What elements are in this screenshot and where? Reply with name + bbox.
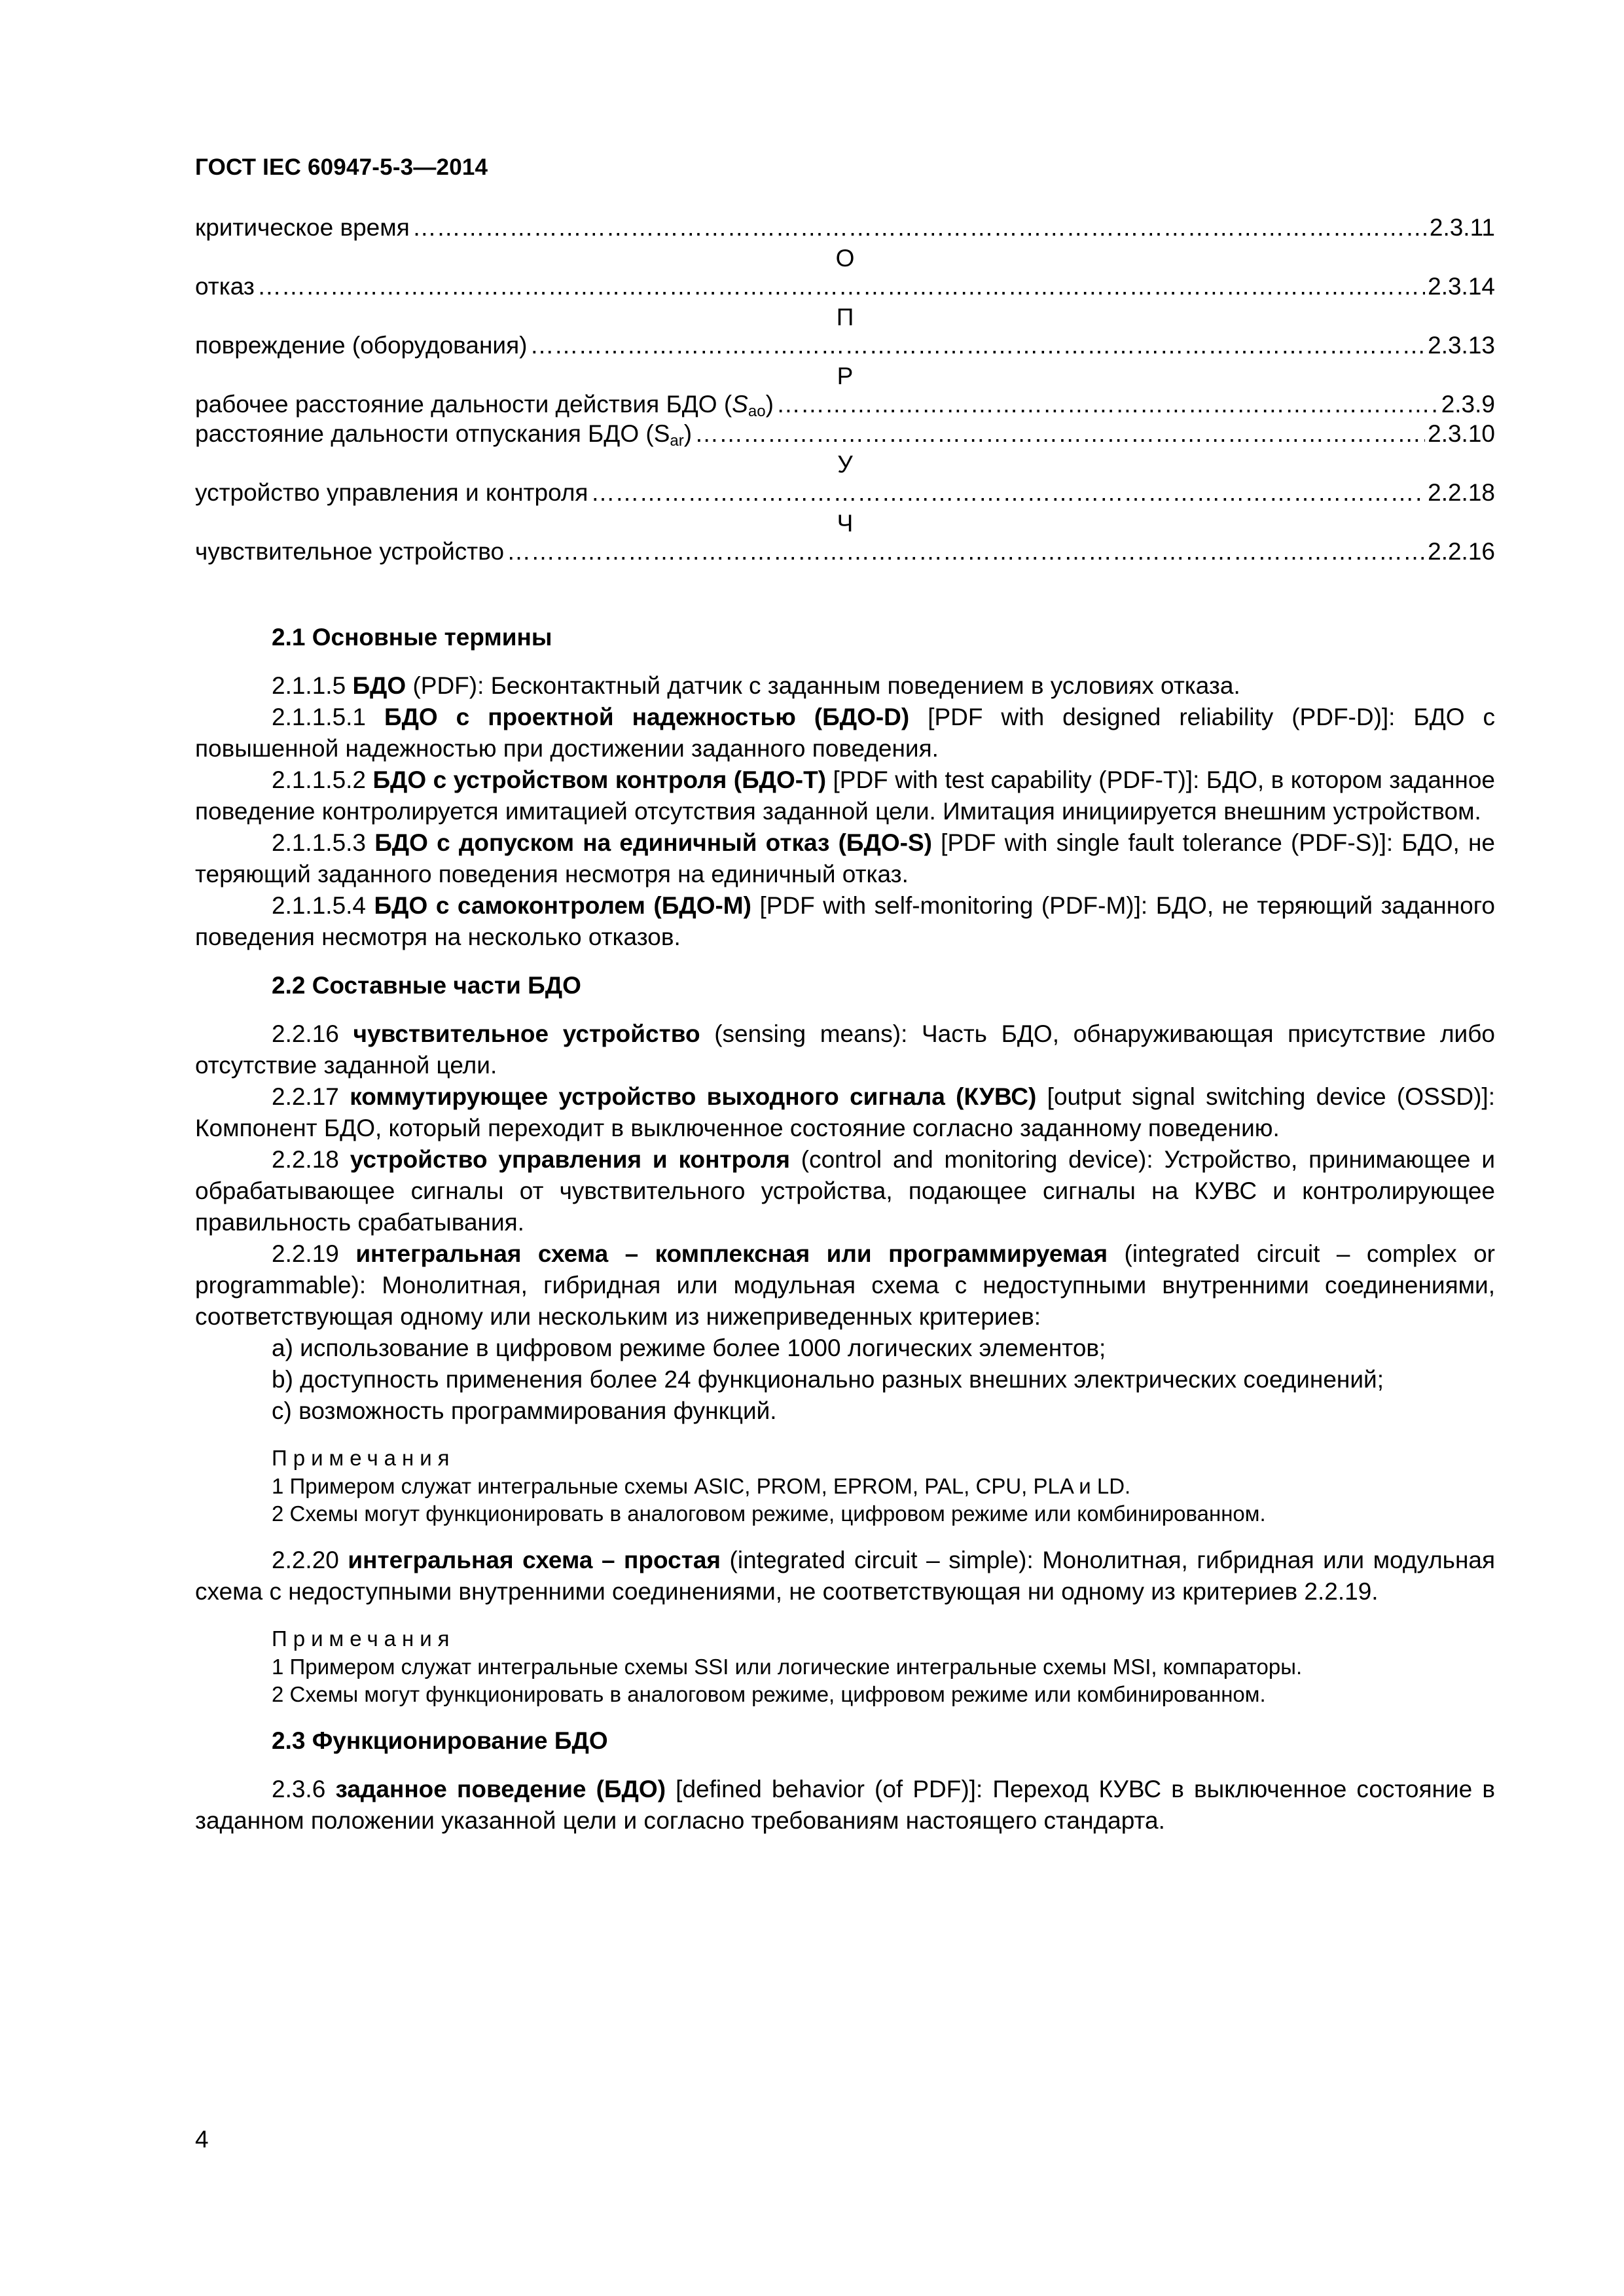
alphabetical-index	[195, 214, 1495, 567]
term-definition: 2.1.1.5.1 БДО с проектной надежностью (БДО-D) [PDF with designed reliability (PDF-D)]: БДО с повышенной надежностью при достижении заданного поведения.	[195, 704, 1495, 762]
index-term: повреждение (оборудования)	[195, 332, 528, 359]
index-letter: О	[835, 245, 855, 272]
index-term: расстояние дальности отпускания БДО $(S_{ar})$	[195, 420, 693, 450]
defined-term: интегральная схема – простая	[348, 1547, 721, 1573]
term-definition: 2.2.18 устройство управления и контроля (control and monitoring device): Устройство, принимающее и обрабатывающее сигналы от чувствительного устройства, подающее сигналы на КУВС и контролирующее правильность срабатывания.	[195, 1146, 1495, 1236]
index-term: чувствительное устройство	[195, 538, 505, 565]
leader-dots	[507, 538, 1425, 565]
leader-dots	[530, 332, 1425, 359]
term-definition: 2.1.1.5.3 БДО с допуском на единичный отказ (БДО-S) [PDF with single fault tolerance (PDF-S)]: БДО, не теряющий заданного поведения несмотря на единичный отказ.	[195, 829, 1495, 888]
index-entry	[195, 214, 1495, 243]
index-term: отказ	[195, 273, 255, 300]
main-content	[195, 622, 1495, 1837]
index-term: критическое время	[195, 214, 410, 241]
defined-term: устройство управления и контроля	[350, 1146, 790, 1173]
term-definition: 2.2.19 интегральная схема – комплексная или программируемая (integrated circuit – complex or programmable): Монолитная, гибридная или модульная схема с недоступными внутренними соединениями, соответствующая одному или нескольким из нижеприведенных критериев:	[195, 1240, 1495, 1330]
defined-term: чувствительное устройство	[353, 1020, 700, 1047]
term-definition: 2.3.6 заданное поведение (БДО) [defined behavior (of PDF)]: Переход КУВС в выключенное состояние в заданном положении указанной цели и согласно требованиям настоящего стандарта.	[195, 1776, 1496, 1834]
index-letter: Р	[837, 363, 854, 389]
index-ref: 2.2.16	[1428, 538, 1495, 565]
index-letter: П	[836, 304, 854, 331]
index-entry	[195, 420, 1495, 450]
section-heading: 2.2 Составные части БДО	[272, 972, 581, 999]
index-ref: 2.3.13	[1428, 332, 1495, 359]
leader-dots	[776, 391, 1439, 418]
term-definition: 2.1.1.5 БДО (PDF): Бесконтактный датчик с заданным поведением в условиях отказа.	[272, 672, 1240, 699]
index-term: устройство управления и контроля	[195, 479, 588, 506]
index-ref: 2.3.14	[1428, 273, 1495, 300]
index-entry	[195, 538, 1495, 567]
note: 1 Примером служат интегральные схемы SSI или логические интегральные схемы MSI, компараторы.	[272, 1655, 1303, 1679]
term-definition: 2.1.1.5.4 БДО с самоконтролем (БДО-M) [PDF with self-monitoring (PDF-M)]: БДО, не теряющий заданного поведения несмотря на несколько отказов.	[195, 892, 1495, 950]
index-term: рабочее расстояние дальности действия БДО $(S_{ao})$	[195, 391, 774, 420]
index-letter: У	[837, 451, 853, 478]
term-definition: 2.2.17 коммутирующее устройство выходного сигнала (КУВС) [output signal switching device (OSSD)]: Компонент БДО, который переходит в выключенное состояние согласно заданному поведению.	[195, 1083, 1495, 1141]
index-ref: 2.3.9	[1441, 391, 1495, 418]
document-id: ГОСТ IEC 60947-5-3—2014	[195, 154, 488, 180]
leader-dots	[590, 479, 1425, 507]
index-entry	[195, 391, 1495, 420]
note: 2 Схемы могут функционировать в аналоговом режиме, цифровом режиме или комбинированном.	[272, 1501, 1266, 1526]
defined-term: коммутирующее устройство выходного сигнала (КУВС)	[350, 1083, 1037, 1110]
index-letter: Ч	[837, 510, 854, 537]
list-item: a) использование в цифровом режиме более 1000 логических элементов;	[272, 1335, 1106, 1361]
index-ref: 2.2.18	[1428, 479, 1495, 506]
list-item: b) доступность применения более 24 функционально разных внешних электрических соединений;	[272, 1366, 1384, 1393]
section-heading: 2.1 Основные термины	[272, 624, 552, 651]
term-definition: 2.1.1.5.2 БДО с устройством контроля (БДО-T) [PDF with test capability (PDF-T)]: БДО, в котором заданное поведение контролируется имитацией отсутствия заданной цели. Имитация инициируется внешним устройством.	[195, 766, 1495, 825]
term-definition: 2.2.20 интегральная схема – простая (integrated circuit – simple): Монолитная, гибридная или модульная схема с недоступными внутренними соединениями, не соответствующая ни одному из критериев 2.2.19.	[195, 1547, 1496, 1605]
leader-dots	[412, 214, 1427, 242]
term-definition: 2.2.16 чувствительное устройство (sensing means): Часть БДО, обнаруживающая присутствие либо отсутствие заданной цели.	[195, 1020, 1495, 1079]
defined-term: интегральная схема – комплексная или программируемая	[355, 1240, 1108, 1267]
index-ref: 2.3.10	[1428, 420, 1495, 447]
leader-dots	[257, 273, 1425, 300]
defined-term: БДО с проектной надежностью (БДО-D)	[384, 704, 910, 730]
index-entry	[195, 479, 1495, 509]
list-item: c) возможность программирования функций.	[272, 1397, 777, 1424]
index-ref: 2.3.11	[1429, 214, 1495, 241]
defined-term: заданное поведение (БДО)	[335, 1776, 666, 1803]
note: 1 Примером служат интегральные схемы ASIC, PROM, EPROM, PAL, CPU, PLA и LD.	[272, 1474, 1131, 1498]
notes-heading: Примечания	[272, 1626, 456, 1651]
notes-heading: Примечания	[272, 1446, 456, 1470]
section-heading: 2.3 Функционирование БДО	[272, 1727, 608, 1754]
defined-term: БДО с допуском на единичный отказ (БДО-S)	[374, 829, 932, 856]
note: 2 Схемы могут функционировать в аналоговом режиме, цифровом режиме или комбинированном.	[272, 1682, 1266, 1706]
index-entry	[195, 273, 1495, 302]
defined-term: БДО с самоконтролем (БДО-M)	[374, 892, 751, 919]
index-entry	[195, 332, 1495, 361]
defined-term: БДО	[352, 672, 406, 699]
leader-dots	[695, 420, 1425, 448]
page-number: 4	[195, 2126, 209, 2153]
defined-term: БДО с устройством контроля (БДО-T)	[372, 766, 827, 793]
